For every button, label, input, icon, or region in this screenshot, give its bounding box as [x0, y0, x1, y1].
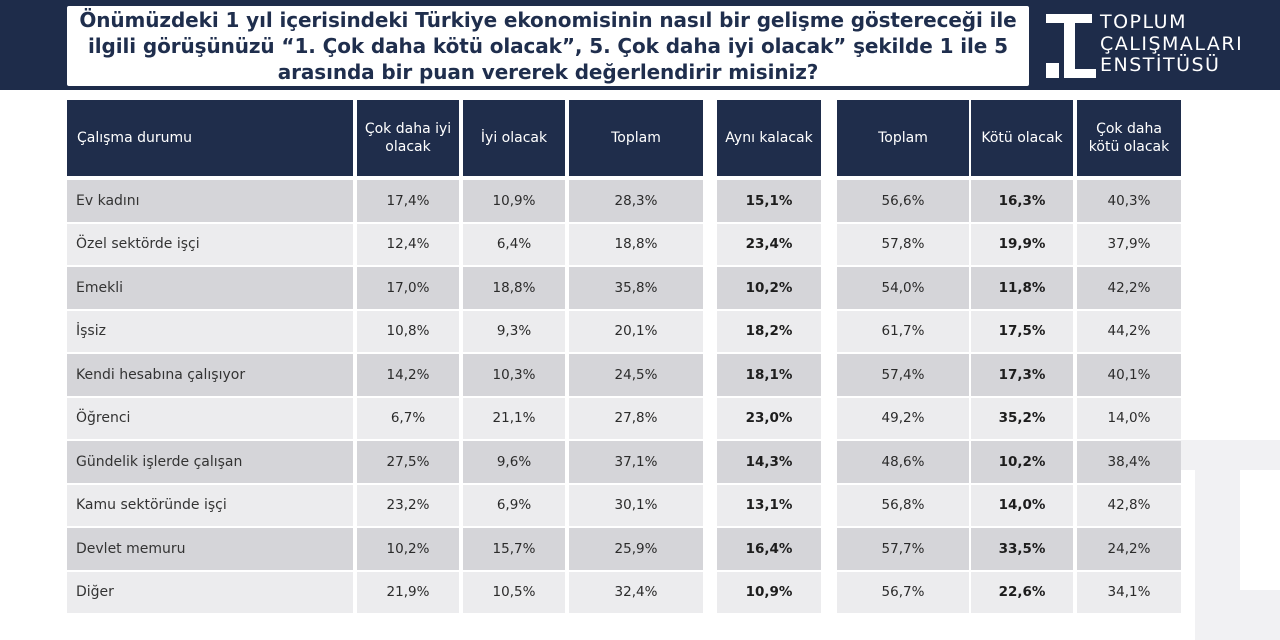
header-band	[0, 0, 1280, 90]
table-cell: 37,1%	[569, 441, 703, 483]
table-cell: 44,2%	[1077, 311, 1181, 353]
logo-line-2: ÇALIŞMALARI	[1100, 32, 1244, 55]
column-header: Kötü olacak	[971, 100, 1073, 176]
table-cell: 13,1%	[717, 485, 821, 527]
table-cell: 15,1%	[717, 180, 821, 222]
table-cell: 34,1%	[1077, 572, 1181, 614]
table-cell: 61,7%	[837, 311, 969, 353]
table-cell: 17,3%	[971, 354, 1073, 396]
table-cell: 37,9%	[1077, 224, 1181, 266]
table-cell: 56,6%	[837, 180, 969, 222]
table-cell: 23,2%	[357, 485, 459, 527]
table-cell: 18,2%	[717, 311, 821, 353]
row-label: Gündelik işlerde çalışan	[67, 441, 353, 483]
table-cell: 6,9%	[463, 485, 565, 527]
row-label: Devlet memuru	[67, 528, 353, 570]
title-box	[67, 6, 1029, 86]
table-cell: 17,0%	[357, 267, 459, 309]
table-cell: 10,3%	[463, 354, 565, 396]
page-title: Önümüzdeki 1 yıl içerisindeki Türkiye ekonomisinin nasıl bir gelişme gösterecеği ile ilgili görüşünüzü “1. Çok daha kötü olacak”, 5. Çok daha iyi olacak” şekilde 1 ile 5 arasında bir puan vererek değerlendirir misiniz?	[79, 8, 1017, 84]
table-cell: 21,9%	[357, 572, 459, 614]
table-cell: 14,0%	[971, 485, 1073, 527]
row-label: Özel sektörde işçi	[67, 224, 353, 266]
table-cell: 22,6%	[971, 572, 1073, 614]
column-header: Çok daha kötü olacak	[1077, 100, 1181, 176]
table-cell: 57,4%	[837, 354, 969, 396]
table-cell: 6,7%	[357, 398, 459, 440]
tce-logo-mark-icon	[1046, 14, 1096, 78]
logo-line-3: ENSTİTÜSÜ	[1100, 54, 1221, 76]
table-cell: 10,2%	[971, 441, 1073, 483]
table-cell: 27,5%	[357, 441, 459, 483]
table-cell: 9,6%	[463, 441, 565, 483]
table-cell: 27,8%	[569, 398, 703, 440]
table-cell: 24,5%	[569, 354, 703, 396]
table-cell: 24,2%	[1077, 528, 1181, 570]
table-cell: 12,4%	[357, 224, 459, 266]
table-cell: 30,1%	[569, 485, 703, 527]
brand-logo	[1046, 12, 1266, 80]
table-cell: 35,2%	[971, 398, 1073, 440]
table-cell: 17,4%	[357, 180, 459, 222]
table-cell: 21,1%	[463, 398, 565, 440]
table-cell: 38,4%	[1077, 441, 1181, 483]
table-cell: 33,5%	[971, 528, 1073, 570]
column-header: Çok daha iyi olacak	[357, 100, 459, 176]
logo-line-1: TOPLUM	[1100, 11, 1187, 33]
table-cell: 54,0%	[837, 267, 969, 309]
row-label: Kendi hesabına çalışıyor	[67, 354, 353, 396]
row-label: Kamu sektöründe işçi	[67, 485, 353, 527]
table-cell: 40,3%	[1077, 180, 1181, 222]
table-cell: 42,8%	[1077, 485, 1181, 527]
table-cell: 23,0%	[717, 398, 821, 440]
column-header: Toplam	[569, 100, 703, 176]
table-cell: 16,3%	[971, 180, 1073, 222]
row-label: Emekli	[67, 267, 353, 309]
table-cell: 56,8%	[837, 485, 969, 527]
table-cell: 10,2%	[357, 528, 459, 570]
table-cell: 56,7%	[837, 572, 969, 614]
table-cell: 20,1%	[569, 311, 703, 353]
row-label: İşsiz	[67, 311, 353, 353]
table-cell: 40,1%	[1077, 354, 1181, 396]
table-cell: 16,4%	[717, 528, 821, 570]
table-cell: 49,2%	[837, 398, 969, 440]
table-cell: 11,8%	[971, 267, 1073, 309]
table-cell: 42,2%	[1077, 267, 1181, 309]
table-cell: 19,9%	[971, 224, 1073, 266]
table-cell: 10,5%	[463, 572, 565, 614]
table-cell: 32,4%	[569, 572, 703, 614]
table-cell: 48,6%	[837, 441, 969, 483]
table-cell: 9,3%	[463, 311, 565, 353]
table-cell: 10,9%	[463, 180, 565, 222]
table-cell: 25,9%	[569, 528, 703, 570]
column-header: Aynı kalacak	[717, 100, 821, 176]
table-cell: 57,8%	[837, 224, 969, 266]
row-label: Diğer	[67, 572, 353, 614]
table-cell: 14,0%	[1077, 398, 1181, 440]
table-cell: 18,8%	[569, 224, 703, 266]
table-cell: 57,7%	[837, 528, 969, 570]
table-cell: 10,8%	[357, 311, 459, 353]
logo-text	[1100, 12, 1243, 77]
table-cell: 18,1%	[717, 354, 821, 396]
table-cell: 18,8%	[463, 267, 565, 309]
row-label: Öğrenci	[67, 398, 353, 440]
table-cell: 35,8%	[569, 267, 703, 309]
table-cell: 14,2%	[357, 354, 459, 396]
column-header: İyi olacak	[463, 100, 565, 176]
table-cell: 10,9%	[717, 572, 821, 614]
table-cell: 17,5%	[971, 311, 1073, 353]
table-cell: 28,3%	[569, 180, 703, 222]
table-cell: 15,7%	[463, 528, 565, 570]
table-cell: 14,3%	[717, 441, 821, 483]
table-cell: 6,4%	[463, 224, 565, 266]
table-cell: 10,2%	[717, 267, 821, 309]
column-header: Toplam	[837, 100, 969, 176]
table-cell: 23,4%	[717, 224, 821, 266]
row-label: Ev kadını	[67, 180, 353, 222]
column-header: Çalışma durumu	[67, 100, 353, 176]
